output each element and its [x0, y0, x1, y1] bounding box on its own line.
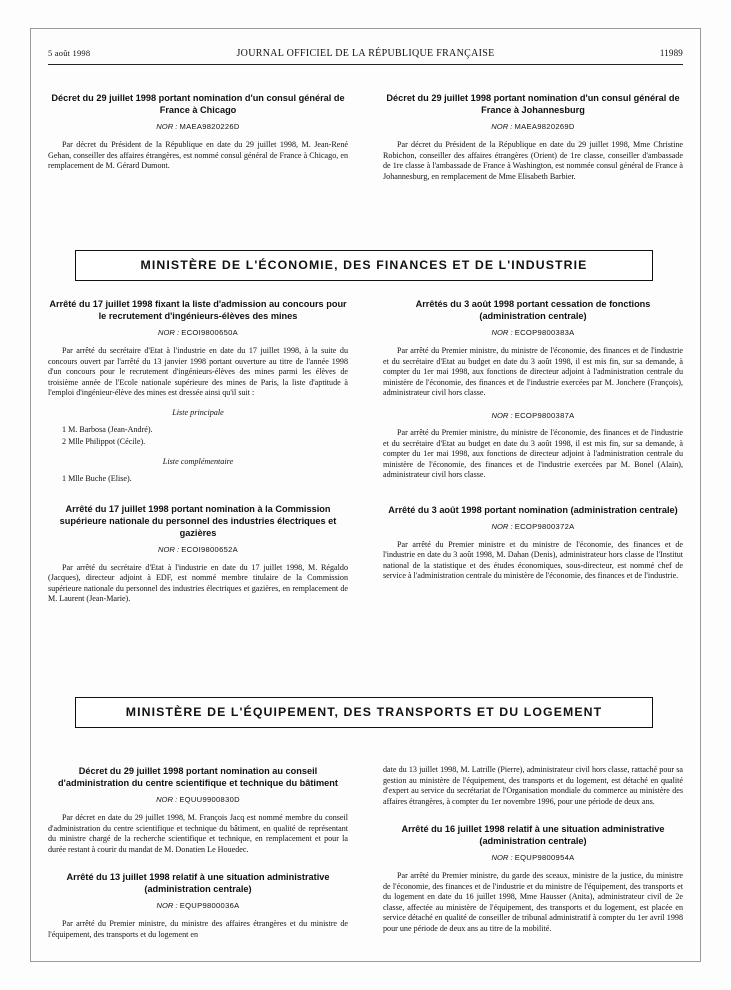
economie-right-column [383, 298, 683, 589]
arrete-mines-nor [48, 328, 348, 338]
economie-left-column [48, 298, 348, 612]
nor-value: ECOI9800650A [181, 328, 239, 338]
equipement-section [48, 765, 683, 947]
equipement-left-column [48, 765, 348, 947]
decret-chicago-body: Par décret du Président de la République en date du 29 juillet 1998, M. Jean-René Gehan, conseiller des affaires étrangères, est nommé consul général de France à Chicago, en remplacement de M. Gérard Dumont. [48, 140, 348, 171]
nor-label: NOR : [157, 545, 180, 555]
nor-value: EQUP9800036A [179, 901, 240, 911]
arrete-commission-body: Par arrêté du secrétaire d'Etat à l'industrie en date du 17 juillet 1998, M. Régaldo (Jacques), directeur adjoint à EDF, est nommé membre titulaire de la Commission supérieure nationale du personnel des industries électriques et gazières, en remplacement de M. Laurent (Jean-Marie). [48, 562, 348, 604]
decret-johannesburg-nor [383, 122, 683, 132]
nor-value: EQUU9900830D [179, 795, 240, 805]
nor-label: NOR : [491, 522, 513, 532]
arrete-mines-body: Par arrêté du secrétaire d'Etat à l'industrie en date du 17 juillet 1998, à la suite du concours ouvert par l'arrêté du 13 janvier 1998 portant ouverture au titre de l'année 1998 d'un concours pour le recrutement d'ingénieurs-élèves des mines parmi les élèves de troisième année de l'Ecole nationale supérieure des mines de Paris, la liste d'aptitude à l'emploi d'ingénieur-élève des mines est dressée ainsi qu'il suit : [48, 346, 348, 398]
nor-label: NOR : [156, 901, 178, 911]
liste-complementaire-title: Liste complémentaire [162, 456, 234, 466]
arretes-cessation-nor [383, 328, 683, 338]
arrete-situation-13-title: Arrêté du 13 juillet 1998 relatif à une situation administrative (administration centrale) [66, 872, 330, 895]
arrete-nomination-body: Par arrêté du Premier ministre et du ministre de l'économie, des finances et de l'industrie en date du 3 août 1998, M. Dahan (Denis), administrateur hors classe de l'Institut national de la statistique et des études économiques, sous-directeur, est nommé chef de service à l'administration centrale du ministère de l'économie, des finances et de l'industrie. [383, 539, 683, 581]
nor-value: ECOP9800387A [514, 410, 575, 420]
nor-value: ECOP9800383A [514, 328, 575, 338]
ministry-banner-economie: MINISTÈRE DE L'ÉCONOMIE, DES FINANCES ET DE L'INDUSTRIE [75, 250, 653, 281]
list-item: 1 M. Barbosa (Jean-André). [62, 425, 153, 435]
arrete-situation-16-title: Arrêté du 16 juillet 1998 relatif à une situation administrative (administration centrale) [401, 824, 665, 847]
decret-chicago-title: Décret du 29 juillet 1998 portant nomination d'un consul général de France à Chicago [51, 93, 345, 116]
arrete-situation-16-body: Par arrêté du Premier ministre, du garde des sceaux, ministre de la justice, du ministre de l'économie, des finances et de l'industrie et du ministre de l'équipement, des transports et du logement en date du 16 juillet 1998, Mme Hausser (Anita), administrateur civil de 2e classe, affectée au ministère de l'équipement, des transports et du logement, est placée en service détaché en qualité de conseiller de tribunal administratif à compter du 1er avril 1998 pour une période de deux ans au titre de la mobilité. [383, 871, 683, 933]
top-left-column [48, 92, 348, 179]
equipement-right-column [383, 765, 683, 941]
economie-section [48, 298, 683, 612]
decret-chicago-nor [48, 122, 348, 132]
header-page-number: 11989 [659, 48, 683, 58]
nor-value: MAEA9820226D [179, 122, 240, 132]
nor-value: EQUP9800954A [514, 853, 575, 863]
top-articles-section [48, 92, 683, 189]
arrete-commission-nor [48, 545, 348, 555]
arrete-situation-13-body: Par arrêté du Premier ministre, du ministre des affaires étrangères et du ministre de l'équipement, des transports et du logement en [48, 919, 348, 939]
list-item: 2 Mlle Philippot (Cécile). [62, 437, 146, 447]
nor-value: ECOI9800652A [181, 545, 239, 555]
arrete-situation-13-continuation: date du 13 juillet 1998, M. Latrille (Pierre), administrateur civil hors classe, rattaché pour sa gestion au ministère de l'équipement, des transports et du logement, est détaché en qualité d'expert au service du secrétariat de l'Organisation mondiale du commerce au ministère des affaires étrangères, à compter du 1er novembre 1996, pour une période de deux ans. [383, 765, 683, 806]
arrete-commission-title: Arrêté du 17 juillet 1998 portant nomination à la Commission supérieure nationale du personnel des industries électriques et gazières [59, 503, 337, 538]
ministry-banner-equipement: MINISTÈRE DE L'ÉQUIPEMENT, DES TRANSPORTS ET DU LOGEMENT [75, 697, 653, 728]
header-journal-title: JOURNAL OFFICIEL DE LA RÉPUBLIQUE FRANÇAISE [236, 48, 495, 59]
arrete-nomination-title: Arrêté du 3 août 1998 portant nomination (administration centrale) [388, 504, 678, 515]
nor-label: NOR : [491, 328, 513, 338]
arretes-cessation-nor-2 [383, 411, 683, 421]
header-date: 5 août 1998 [48, 48, 91, 58]
nor-label: NOR : [157, 328, 180, 338]
nor-value: MAEA9820269D [514, 122, 575, 132]
nor-label: NOR : [491, 410, 513, 420]
arrete-nomination-nor [383, 522, 683, 532]
arretes-cessation-title: Arrêtés du 3 août 1998 portant cessation de fonctions (administration centrale) [415, 299, 651, 322]
list-item: 1 Mlle Buche (Elise). [62, 474, 132, 484]
arretes-cessation-body-2: Par arrêté du Premier ministre, du ministre de l'économie, des finances et de l'industrie et du secrétaire d'Etat au budget en date du 3 août 1998, il est mis fin, sur sa demande, à compter du 1er mai 1998, aux fonctions de directeur adjoint à l'administration centrale du ministère de l'économie, des finances et de l'industrie exercées par M. Bonel (Alain), administrateur civil hors classe. [383, 428, 683, 480]
nor-label: NOR : [156, 122, 178, 132]
decret-johannesburg-title: Décret du 29 juillet 1998 portant nomination d'un consul général de France à Johannesburg [386, 93, 680, 116]
decret-cstb-nor [48, 795, 348, 805]
top-right-column [383, 92, 683, 189]
liste-principale-title: Liste principale [172, 407, 224, 417]
nor-value: ECOP9800372A [514, 522, 575, 532]
arrete-situation-16-nor [383, 853, 683, 863]
arretes-cessation-body: Par arrêté du Premier ministre, du ministre de l'économie, des finances et de l'industrie et du secrétaire d'Etat au budget en date du 3 août 1998, il est mis fin, sur sa demande, à compter du 1er mai 1998, aux fonctions de directeur adjoint à l'administration centrale du ministère de l'économie, des finances et de l'industrie exercées par M. Jonchere (François), administrateur civil hors classe. [383, 346, 683, 398]
decret-johannesburg-body: Par décret du Président de la République en date du 29 juillet 1998, Mme Christine Robichon, conseiller des affaires étrangères (Orient) de 1re classe, conseiller d'ambassade de 1re classe à l'ambassade de France à Washington, est nommée consul général de France à Johannesburg, en remplacement de Mme Elisabeth Barbier. [383, 140, 683, 181]
decret-cstb-body: Par décret en date du 29 juillet 1998, M. François Jacq est nommé membre du conseil d'administration du centre scientifique et technique du bâtiment, en qualité de représentant du ministre chargé de la recherche scientifique et technique, en remplacement et pour la durée restant à courir du mandat de M. Donatien Le Houedec. [48, 813, 348, 854]
header-rule [48, 64, 683, 65]
nor-label: NOR : [491, 853, 513, 863]
arrete-mines-title: Arrêté du 17 juillet 1998 fixant la liste d'admission au concours pour le recrutement d'ingénieurs-élèves des mines [49, 299, 347, 322]
decret-cstb-title: Décret du 29 juillet 1998 portant nomination au conseil d'administration du centre scientifique et technique du bâtiment [58, 766, 338, 789]
arrete-situation-13-nor [48, 901, 348, 911]
nor-label: NOR : [491, 122, 513, 132]
nor-label: NOR : [156, 795, 178, 805]
